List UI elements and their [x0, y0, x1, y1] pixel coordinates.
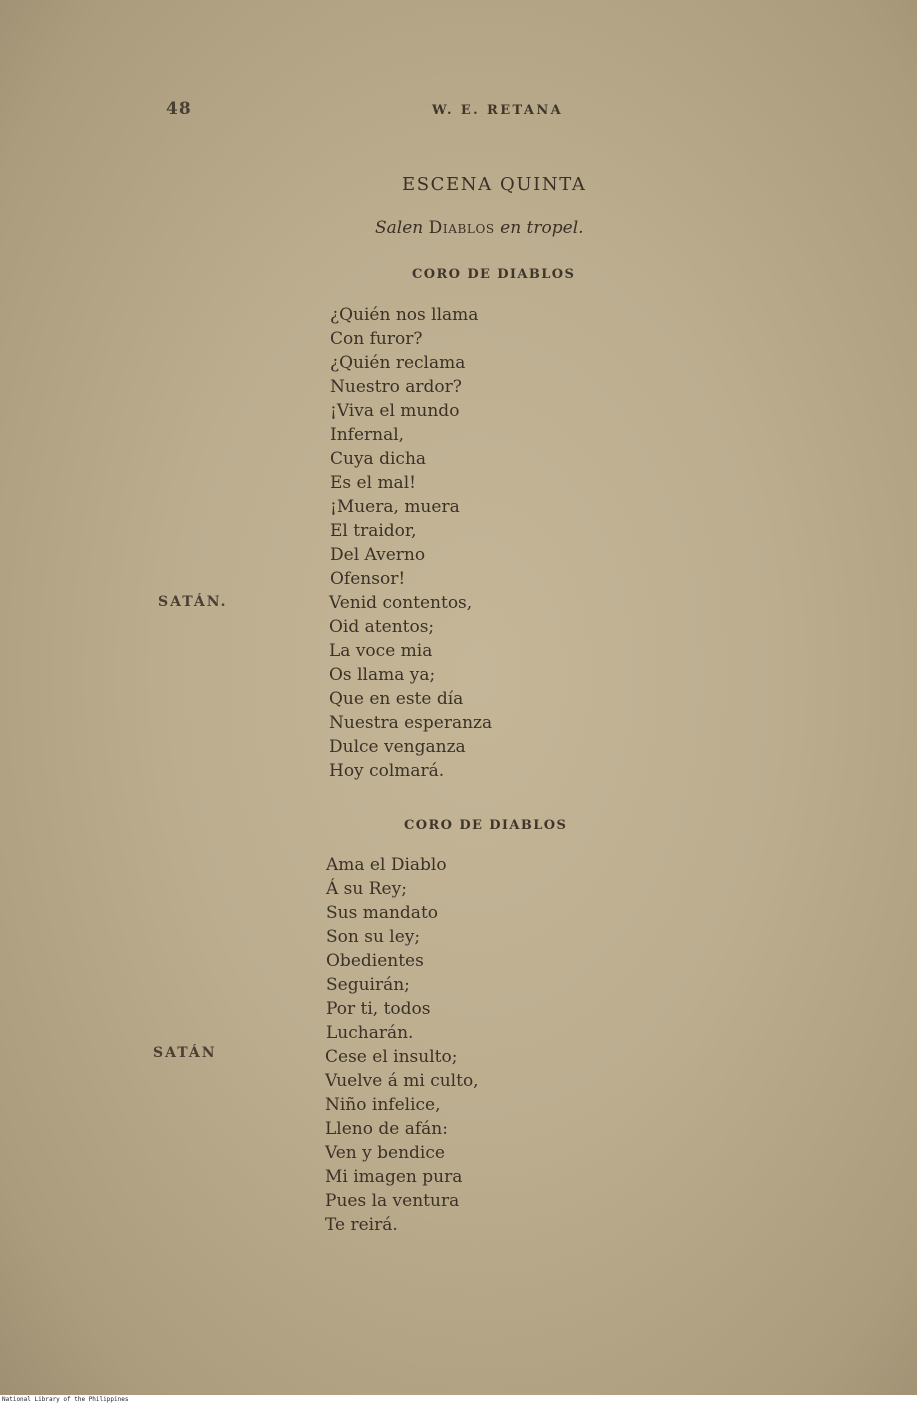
scene-title: ESCENA QUINTA [402, 174, 587, 195]
satan-verse-2 [325, 1045, 479, 1237]
verse-line: Lucharán. [326, 1023, 414, 1043]
footer-strip [0, 1395, 917, 1403]
stage-direction-characters: Diablos [428, 218, 495, 238]
page-number: 48 [166, 99, 192, 119]
verse-line: Te reirá. [325, 1215, 398, 1235]
footer-credit: National Library of the Philippines [2, 1396, 129, 1403]
verse-line: Ven y bendice [325, 1143, 445, 1163]
verse-line: Vuelve á mi culto, [325, 1071, 479, 1091]
verse-line: Que en este día [329, 689, 464, 709]
verse-line: El traidor, [330, 521, 417, 541]
verse-line: Son su ley; [326, 927, 421, 947]
verse-line: Es el mal! [330, 473, 416, 493]
verse-line: Venid contentos, [329, 593, 473, 613]
verse-line: Obedientes [326, 951, 424, 971]
verse-line: Pues la ventura [325, 1191, 460, 1211]
verse-line: La voce mia [329, 641, 433, 661]
verse-line: ¿Quién reclama [330, 353, 466, 373]
verse-line: ¡Viva el mundo [330, 401, 460, 421]
satan-verse-1 [329, 591, 492, 783]
verse-line: Niño infelice, [325, 1095, 441, 1115]
verse-line: Mi imagen pura [325, 1167, 463, 1187]
verse-line: Hoy colmará. [329, 761, 445, 781]
verse-line: Nuestra esperanza [329, 713, 493, 733]
verse-line: Oid atentos; [329, 617, 435, 637]
running-head: W. E. RETANA [432, 103, 564, 118]
verse-line: ¡Muera, muera [330, 497, 460, 517]
chorus-heading-2: CORO DE DIABLOS [404, 818, 568, 833]
chorus-heading-1: CORO DE DIABLOS [412, 267, 576, 282]
verse-line: Á su Rey; [326, 879, 407, 899]
stage-direction-verb: Salen [375, 218, 424, 238]
verse-line: Por ti, todos [326, 999, 431, 1019]
verse-line: Seguirán; [326, 975, 410, 995]
verse-line: Ama el Diablo [326, 855, 447, 875]
speaker-satan-1: SATÁN. [158, 594, 228, 610]
verse-line: Infernal, [330, 425, 405, 445]
verse-line: Del Averno [330, 545, 426, 565]
speaker-satan-2: SATÁN [153, 1045, 217, 1061]
verse-line: Os llama ya; [329, 665, 436, 685]
verse-line: Sus mandato [326, 903, 439, 923]
verse-line: Ofensor! [330, 569, 406, 589]
verse-line: ¿Quién nos llama [330, 305, 479, 325]
verse-line: Lleno de afán: [325, 1119, 448, 1139]
verse-line: Dulce venganza [329, 737, 466, 757]
stage-direction [375, 218, 584, 238]
verse-line: Cese el insulto; [325, 1047, 458, 1067]
verse-line: Con furor? [330, 329, 423, 349]
chorus-verse-1 [330, 303, 478, 591]
stage-direction-manner: en tropel. [500, 218, 584, 238]
verse-line: Nuestro ardor? [330, 377, 462, 397]
chorus-verse-2 [326, 853, 447, 1045]
verse-line: Cuya dicha [330, 449, 427, 469]
